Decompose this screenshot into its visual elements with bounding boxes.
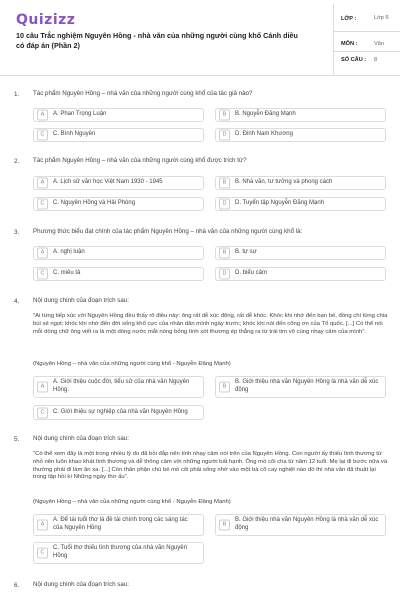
question-number: 4. (14, 298, 20, 305)
option-letter: C (37, 130, 48, 141)
option-letter: A (37, 248, 48, 259)
class-value: Lớp 6 (374, 15, 389, 21)
reading-passage: "Có thể xem đây là một trong nhiều lý do đã bồi đắp nên tính nhạy cảm nói trên của Nguyên Hồng. Con người ấy thiếu tình thương từ nhỏ nên luôn khao khát tình thương và dễ thông cảm với những người bất hạnh. Ông mồ côi cha từ năm 12 tuổi. Mẹ lại đi bước nữa và thường phải đi làm ăn xa. [...] Còn thân phận chú bé mồ côi phải sống nhờ vào một bà cô cay nghiệt nào đó thì nhà văn đã thuật lại trong tập hồi kí Những ngày thơ ấu". (33, 451, 388, 481)
answer-option-d[interactable] (215, 128, 386, 142)
answer-option-b[interactable] (215, 246, 386, 260)
answer-option-b[interactable] (215, 376, 386, 398)
answer-option-a[interactable] (33, 514, 204, 536)
option-text: B. Nguyễn Đăng Mạnh (235, 111, 296, 118)
option-text: A. Lịch sử văn học Việt Nam 1930 - 1945 (53, 179, 163, 186)
class-label: LỚP : (341, 16, 357, 22)
option-letter: A (37, 178, 48, 189)
option-letter: C (37, 199, 48, 210)
question-text: Tác phẩm Nguyên Hồng – nhà văn của những người cùng khổ của tác giả nào? (33, 90, 253, 97)
answer-option-b[interactable] (215, 514, 386, 536)
option-letter: C (37, 269, 48, 280)
worksheet-header (0, 0, 400, 76)
option-letter: D (219, 130, 230, 141)
option-letter: B (219, 110, 230, 121)
option-text: A. Để tái tuổi thơ là đề tài chính trong các sáng tác của Nguyên Hồng (53, 517, 188, 531)
option-text: B. Giới thiệu nhà văn Nguyên Hồng là nhà văn dễ xúc động (235, 517, 379, 531)
answer-option-c[interactable] (33, 542, 204, 564)
count-value: 8 (374, 57, 378, 63)
option-text: C. miêu tả (53, 270, 81, 277)
option-text: D. biểu cảm (235, 270, 268, 277)
option-text: A. Giới thiệu cuộc đời, tiểu sử của nhà văn Nguyên Hồng. (53, 379, 190, 393)
question-number: 6. (14, 582, 20, 589)
option-text: B. Nhà văn, tư tưởng và phong cách (235, 179, 333, 186)
option-text: B. Giới thiệu nhà văn Nguyên Hồng là nhà văn dễ xúc động (235, 379, 379, 393)
answer-option-a[interactable] (33, 376, 204, 398)
option-letter: D (219, 199, 230, 210)
worksheet-title: 10 câu Trắc nghiệm Nguyên Hồng - nhà văn của những người cùng khổ Cánh diều có đáp án (Phần 2) (16, 31, 298, 50)
answer-option-c[interactable] (33, 267, 204, 281)
option-text: D. Đinh Nam Khương (235, 131, 293, 138)
answer-option-a[interactable] (33, 108, 204, 122)
option-text: C. Giới thiệu sự nghiệp của nhà văn Nguyên Hồng (53, 408, 188, 415)
answer-option-d[interactable] (215, 197, 386, 211)
option-text: A. Phan Trọng Luận (53, 111, 107, 118)
header-divider (333, 4, 334, 76)
question-text: Phương thức biểu đạt chính của tác phẩm Nguyên Hồng – nhà văn của những người cùng khổ là: (33, 228, 303, 235)
passage-source: (Nguyên Hồng – nhà văn của những người cùng khổ - Nguyễn Đăng Mạnh) (33, 499, 231, 505)
answer-option-a[interactable] (33, 176, 204, 190)
answer-option-c[interactable] (33, 405, 204, 420)
count-label: SỐ CÂU : (341, 57, 367, 63)
question-text: Tác phẩm Nguyên Hồng – nhà văn của những người cùng khổ được trích từ? (33, 157, 247, 164)
answer-option-c[interactable] (33, 197, 204, 211)
question-number: 1. (14, 91, 20, 98)
question-text: Nội dung chính của đoạn trích sau: (33, 581, 129, 588)
subject-value: Văn (374, 41, 384, 47)
subject-label: MÔN : (341, 41, 358, 47)
option-letter: D (219, 269, 230, 280)
answer-option-a[interactable] (33, 246, 204, 260)
option-text: A. nghị luận (53, 249, 85, 256)
option-letter: A (37, 382, 48, 393)
option-letter: C (37, 407, 48, 418)
option-letter: C (37, 548, 48, 559)
option-letter: B (219, 520, 230, 531)
option-text: C. Bình Nguyên (53, 131, 96, 138)
option-text: C. Nguyên Hồng và Hải Phòng (53, 200, 136, 207)
meta-divider (333, 51, 400, 52)
option-text: B. tự sự (235, 249, 257, 256)
question-number: 5. (14, 436, 20, 443)
option-letter: A (37, 110, 48, 121)
option-text: D. Tuyển tập Nguyễn Đăng Mạnh (235, 200, 325, 207)
question-number: 3. (14, 229, 20, 236)
meta-divider (333, 31, 400, 32)
answer-option-b[interactable] (215, 176, 386, 190)
option-letter: A (37, 520, 48, 531)
option-letter: B (219, 178, 230, 189)
option-letter: B (219, 248, 230, 259)
answer-option-b[interactable] (215, 108, 386, 122)
option-letter: B (219, 382, 230, 393)
passage-source: (Nguyên Hồng – nhà văn của những người cùng khổ - Nguyễn Đăng Mạnh) (33, 361, 231, 367)
answer-option-d[interactable] (215, 267, 386, 281)
answer-option-c[interactable] (33, 128, 204, 142)
option-text: C. Tuổi thơ thiếu tình thương của nhà văn Nguyên Hồng (53, 545, 187, 559)
question-text: Nội dung chính của đoạn trích sau: (33, 435, 129, 442)
quizizz-logo: Quizizz (16, 12, 76, 28)
question-text: Nội dung chính của đoạn trích sau: (33, 297, 129, 304)
question-number: 2. (14, 158, 20, 165)
reading-passage: "Ai từng tiếp xúc với Nguyên Hồng đều thấy rõ điều này: ông rất dễ xúc động, rất dễ khóc. Khóc khi nhớ đến bạn bè, đồng chí từng chia bùi sẻ ngọt; khóc khi nhớ đến đời sống khổ cực của nhân dân mình ngày trước; khóc khi nói đến công ơn của Tổ quốc. [...] Có thể nói mỗi dòng chữ ông viết ra là một dòng nước mắt nóng bỏng tình xót thương ép thẳng ra từ trái tim vô cùng nhạy cảm của mình". (33, 313, 388, 335)
